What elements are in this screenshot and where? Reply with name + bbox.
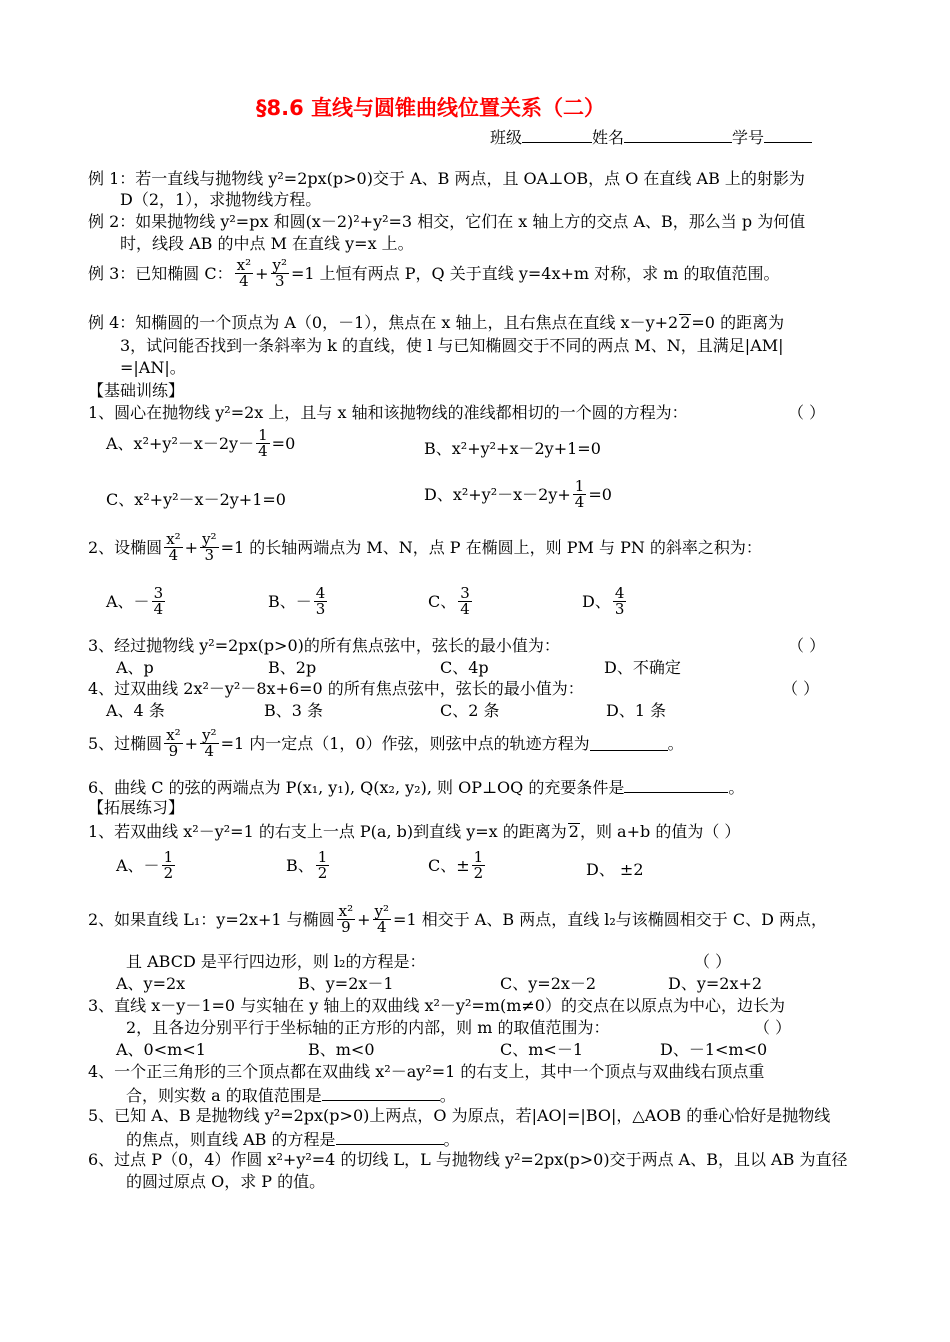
basic-q5-blank[interactable]: [590, 736, 668, 751]
ext-q3-option-c[interactable]: C、m<－1: [500, 1040, 584, 1059]
basic-q2-option-a[interactable]: A、－ $\frac{3}{4}$: [106, 584, 164, 618]
sqrt-2: 2: [680, 313, 691, 332]
ext-q4-blank[interactable]: [322, 1086, 440, 1101]
example-2-line-1: 例 2：如果抛物线 y²=px 和圆(x－2)²+y²=3 相交，它们在 x 轴上方的交点 A、B，那么当 p 为何值: [88, 212, 806, 231]
example-1-line-1: 例 1：若一直线与抛物线 y²=2px(p>0)交于 A、B 两点，且 OA⊥OB，点 O 在直线 AB 上的射影为: [88, 169, 805, 188]
ext-q5-line-2: 的焦点，则直线 AB 的方程是 。: [126, 1130, 460, 1149]
name-blank[interactable]: [624, 128, 732, 143]
ext-q1-option-b[interactable]: B、 $\frac{1}{2}$: [286, 848, 328, 882]
ext-q2-option-a[interactable]: A、y=2x: [116, 974, 186, 993]
basic-q1-option-b[interactable]: B、x²+y²+x－2y+1=0: [424, 439, 601, 458]
ext-q4-line-2: 合，则实数 a 的取值范围是 。: [126, 1086, 456, 1105]
example-3: 例 3：已知椭圆 C： $\frac{\text{x²}}{4}$ + $\frac{\text{y²}}{3}$ =1 上恒有两点 P，Q 关于直线 y=4x+m 对称，求 m 的取值范围。: [88, 256, 780, 290]
basic-q4-option-b[interactable]: B、3 条: [264, 701, 324, 720]
ext-heading: 【拓展练习】: [88, 798, 185, 817]
basic-q2: 2、设椭圆 $\frac{\text{x²}}{4}$ + $\frac{\text{y²}}{3}$ =1 的长轴两端点为 M、N，点 P 在椭圆上，则 PM 与 PN 的斜率之积为：: [88, 530, 762, 564]
id-blank[interactable]: [764, 128, 812, 143]
ext-q2-option-b[interactable]: B、y=2x－1: [298, 974, 394, 993]
basic-q6-blank[interactable]: [624, 778, 728, 793]
basic-q2-option-d[interactable]: D、 $\frac{4}{3}$: [582, 584, 625, 618]
example-3-suffix: =1 上恒有两点 P，Q 关于直线 y=4x+m 对称，求 m 的取值范围。: [291, 263, 780, 283]
basic-q1-answer-paren[interactable]: （ ）: [788, 403, 826, 422]
basic-heading: 【基础训练】: [88, 381, 185, 400]
basic-q3-option-d[interactable]: D、不确定: [604, 658, 681, 677]
ext-q3-option-b[interactable]: B、m<0: [308, 1040, 375, 1059]
fraction-1-over-4: $\frac{1}{4}$: [258, 426, 268, 460]
ext-q2-line-2: 且 ABCD 是平行四边形，则 l₂的方程是：: [126, 952, 426, 971]
header-fields: [490, 128, 812, 146]
fraction-y2-over-3: $\frac{\text{y²}}{3}$: [202, 530, 217, 564]
ext-q1-option-a[interactable]: A、－ $\frac{1}{2}$: [116, 848, 174, 882]
fraction-y2-over-3: $\frac{\text{y²}}{3}$: [272, 256, 287, 290]
basic-q1-option-a[interactable]: A、x²+y²－x－2y－ $\frac{1}{4}$ =0: [106, 426, 296, 460]
ext-q4-line-1: 4、一个正三角形的三个顶点都在双曲线 x²－ay²=1 的右支上，其中一个顶点与双曲线右顶点重: [88, 1062, 765, 1081]
example-4-line-3: =|AN|。: [120, 358, 186, 377]
page-title: §8.6 直线与圆锥曲线位置关系（二）: [256, 96, 606, 120]
ext-q3-answer-paren[interactable]: （ ）: [754, 1018, 792, 1037]
ext-q5-blank[interactable]: [336, 1130, 444, 1145]
fraction-x2-over-9: $\frac{\text{x²}}{9}$: [338, 902, 354, 936]
fraction-y2-over-4: $\frac{\text{y²}}{4}$: [202, 726, 217, 760]
basic-q3-answer-paren[interactable]: （ ）: [788, 636, 826, 655]
basic-q3: 3、经过抛物线 y²=2px(p>0)的所有焦点弦中，弦长的最小值为：: [88, 636, 560, 655]
basic-q4-option-c[interactable]: C、2 条: [440, 701, 500, 720]
basic-q5: 5、过椭圆 $\frac{\text{x²}}{9}$ + $\frac{\text{y²}}{4}$ =1 内一定点（1，0）作弦，则弦中点的轨迹方程为 。: [88, 726, 684, 760]
example-4-line-1: 例 4：知椭圆的一个顶点为 A（0，－1），焦点在 x 轴上，且右焦点在直线 x－y+2 2=0 的距离为: [88, 313, 785, 332]
fraction-1-over-4: $\frac{1}{4}$: [574, 477, 585, 511]
basic-q2-option-c[interactable]: C、 $\frac{3}{4}$: [428, 584, 470, 618]
ext-q3-line-2: 2，且各边分别平行于坐标轴的正方形的内部，则 m 的取值范围为：: [126, 1018, 610, 1037]
basic-q4: 4、过双曲线 2x²－y²－8x+6=0 的所有焦点弦中，弦长的最小值为：: [88, 679, 584, 698]
example-2-line-2: 时，线段 AB 的中点 M 在直线 y=x 上。: [120, 234, 414, 253]
example-4-line-2: 3，试问能否找到一条斜率为 k 的直线，使 l 与已知椭圆交于不同的两点 M、N，且满足|AM|: [120, 336, 784, 355]
class-blank[interactable]: [522, 128, 592, 143]
id-label: 学号: [732, 128, 765, 147]
ext-q1-option-c[interactable]: C、± $\frac{1}{2}$: [428, 848, 484, 882]
example-1-line-2: D（2，1），求抛物线方程。: [120, 190, 322, 209]
ext-q2-answer-paren[interactable]: （ ）: [694, 952, 732, 971]
basic-q4-option-d[interactable]: D、1 条: [606, 701, 667, 720]
basic-q2-option-b[interactable]: B、－ $\frac{4}{3}$: [268, 584, 326, 618]
example-3-prefix: 例 3：已知椭圆 C：: [88, 263, 233, 283]
ext-q1-option-d[interactable]: D、 ±2: [586, 860, 644, 879]
basic-q4-answer-paren[interactable]: （ ）: [782, 679, 820, 698]
ext-q2: 2、如果直线 L₁：y=2x+1 与椭圆 $\frac{\text{x²}}{9}$ + $\frac{\text{y²}}{4}$ =1 相交于 A、B 两点，直线 l₂与该椭圆相交于 C、D 两点，: [88, 902, 828, 936]
fraction-x2-over-4: $\frac{\text{x²}}{4}$: [236, 256, 252, 290]
ext-q3-option-d[interactable]: D、－1<m<0: [660, 1040, 768, 1059]
basic-q3-option-b[interactable]: B、2p: [268, 658, 317, 677]
basic-q1-option-c[interactable]: C、x²+y²－x－2y+1=0: [106, 490, 286, 509]
basic-q6: 6、曲线 C 的弦的两端点为 P(x₁, y₁), Q(x₂, y₂), 则 OP⊥OQ 的充要条件是 。: [88, 778, 745, 797]
ext-q5-line-1: 5、已知 A、B 是抛物线 y²=2px(p>0)上两点，O 为原点，若|AO|=|BO|，△AOB 的垂心恰好是抛物线: [88, 1106, 831, 1125]
ext-q2-option-c[interactable]: C、y=2x－2: [500, 974, 597, 993]
ext-q2-option-d[interactable]: D、y=2x+2: [668, 974, 763, 993]
fraction-x2-over-9: $\frac{\text{x²}}{9}$: [166, 726, 181, 760]
basic-q1-option-d[interactable]: D、x²+y²－x－2y+ $\frac{1}{4}$ =0: [424, 477, 612, 511]
name-label: 姓名: [592, 128, 625, 147]
class-label: 班级: [490, 128, 523, 147]
basic-q3-option-c[interactable]: C、4p: [440, 658, 489, 677]
sqrt-2: 2: [568, 822, 579, 841]
ext-q3-line-1: 3、直线 x－y－1=0 与实轴在 y 轴上的双曲线 x²－y²=m(m≠0）的交点在以原点为中心，边长为: [88, 996, 785, 1015]
ext-q3-option-a[interactable]: A、0<m<1: [116, 1040, 206, 1059]
fraction-y2-over-4: $\frac{\text{y²}}{4}$: [374, 902, 390, 936]
fraction-x2-over-4: $\frac{\text{x²}}{4}$: [166, 530, 181, 564]
basic-q4-option-a[interactable]: A、4 条: [106, 701, 165, 720]
basic-q3-option-a[interactable]: A、p: [116, 658, 154, 677]
ext-q1: 1、若双曲线 x²－y²=1 的右支上一点 P(a, b)到直线 y=x 的距离为 2，则 a+b 的值为（ ）: [88, 822, 741, 841]
ext-q6-line-2: 的圆过原点 O，求 P 的值。: [126, 1172, 326, 1191]
basic-q1: 1、圆心在抛物线 y²=2x 上，且与 x 轴和该抛物线的准线都相切的一个圆的方程为：: [88, 403, 688, 422]
ext-q6-line-1: 6、过点 P（0，4）作圆 x²+y²=4 的切线 L，L 与抛物线 y²=2px(p>0)交于两点 A、B，且以 AB 为直径: [88, 1150, 848, 1169]
